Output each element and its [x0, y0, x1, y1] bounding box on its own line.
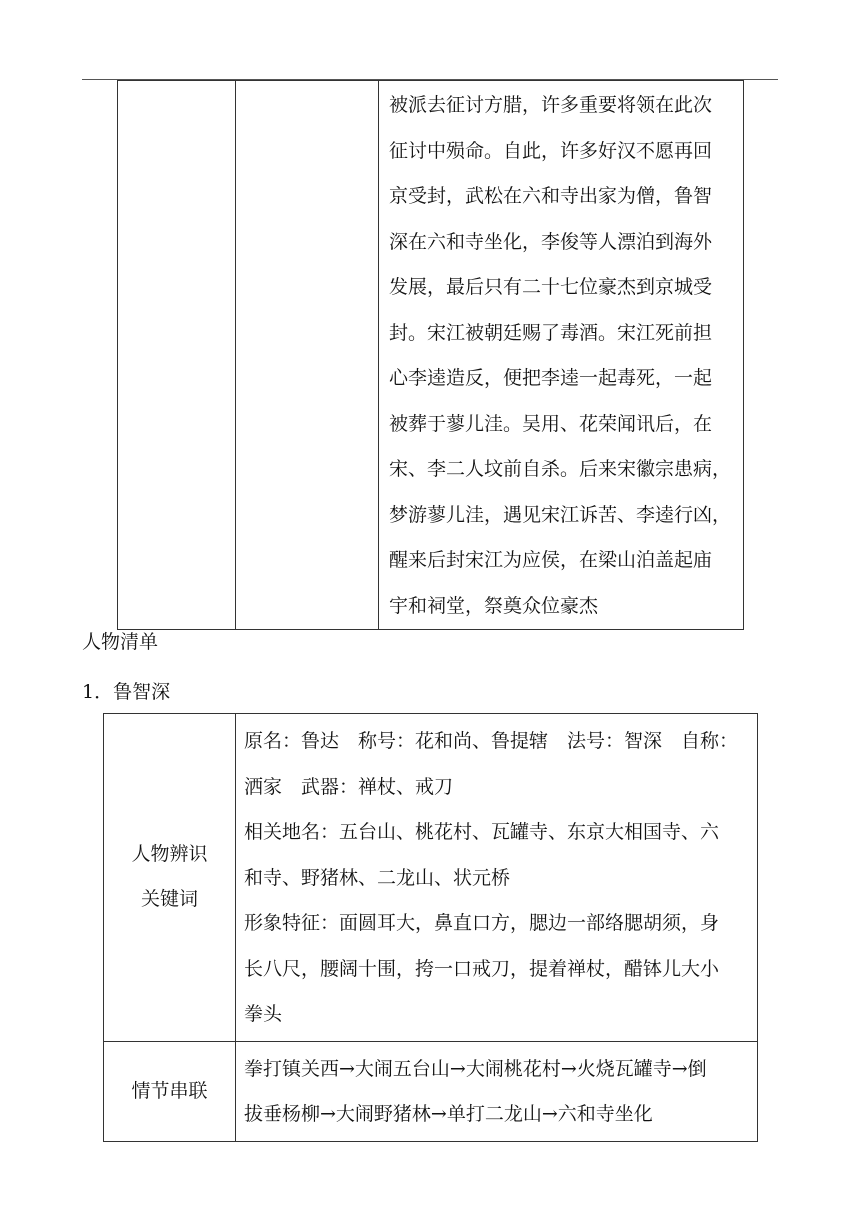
row-label-identification	[104, 714, 236, 1042]
text-line: 相关地名：五台山、桃花村、瓦罐寺、东京大相国寺、六	[244, 821, 720, 843]
text-line: 深在六和寺坐化，李俊等人漂泊到海外	[389, 230, 713, 253]
text-line: 长八尺，腰阔十围，挎一口戒刀，提着禅杖，醋钵儿大小	[244, 957, 720, 980]
plot-chain-cell	[236, 1041, 758, 1141]
text-line: 发展，最后只有二十七位豪杰到京城受	[389, 276, 713, 298]
table-row	[118, 81, 744, 630]
character-table	[103, 713, 758, 1142]
empty-cell	[118, 81, 236, 630]
text-line: 和寺、野猪林、二龙山、状元桥	[244, 866, 511, 889]
text-line: 拔垂杨柳→大闹野猪林→单打二龙山→六和寺坐化	[244, 1103, 653, 1125]
continued-table	[117, 80, 744, 630]
text-line: 宋、李二人坟前自杀。后来宋徽宗患病，	[389, 458, 732, 480]
section-heading: 人物清单	[82, 631, 159, 653]
text-line: 宇和祠堂，祭奠众位豪杰	[389, 594, 599, 617]
text-line: 拳打镇关西→大闹五台山→大闹桃花村→火烧瓦罐寺→倒	[244, 1057, 707, 1080]
text-line: 征讨中殒命。自此，许多好汉不愿再回	[389, 139, 713, 162]
text-line: 被葬于蓼儿洼。吴用、花荣闻讯后，在	[389, 412, 713, 435]
text-line: 心李逵造反，便把李逵一起毒死，一起	[389, 367, 713, 389]
label-line: 关键词	[140, 888, 198, 911]
text-line: 原名：鲁达 称号：花和尚、鲁提辖 法号：智深 自称：	[244, 730, 739, 752]
row-label-plot: 情节串联	[104, 1041, 236, 1141]
table-row	[104, 1041, 758, 1141]
text-line: 醒来后封宋江为应侯，在梁山泊盖起庙	[389, 549, 713, 571]
text-line: 梦游蓼儿洼，遇见宋江诉苦、李逵行凶，	[389, 503, 732, 526]
text-line: 京受封，武松在六和寺出家为僧，鲁智	[389, 185, 713, 207]
identification-keywords-cell	[236, 714, 758, 1042]
text-line: 洒家 武器：禅杖、戒刀	[244, 775, 454, 798]
empty-cell	[236, 81, 379, 630]
text-line: 封。宋江被朝廷赐了毒酒。宋江死前担	[389, 321, 713, 344]
label-line: 人物辨识	[131, 843, 208, 866]
text-line: 被派去征讨方腊，许多重要将领在此次	[389, 94, 713, 116]
text-line: 拳头	[244, 1003, 283, 1025]
text-line: 形象特征：面圆耳大，鼻直口方，腮边一部络腮胡须，身	[244, 912, 720, 934]
item-heading: 1．鲁智深	[82, 681, 171, 703]
table-row	[104, 714, 758, 1042]
plot-summary-cell	[379, 81, 744, 630]
